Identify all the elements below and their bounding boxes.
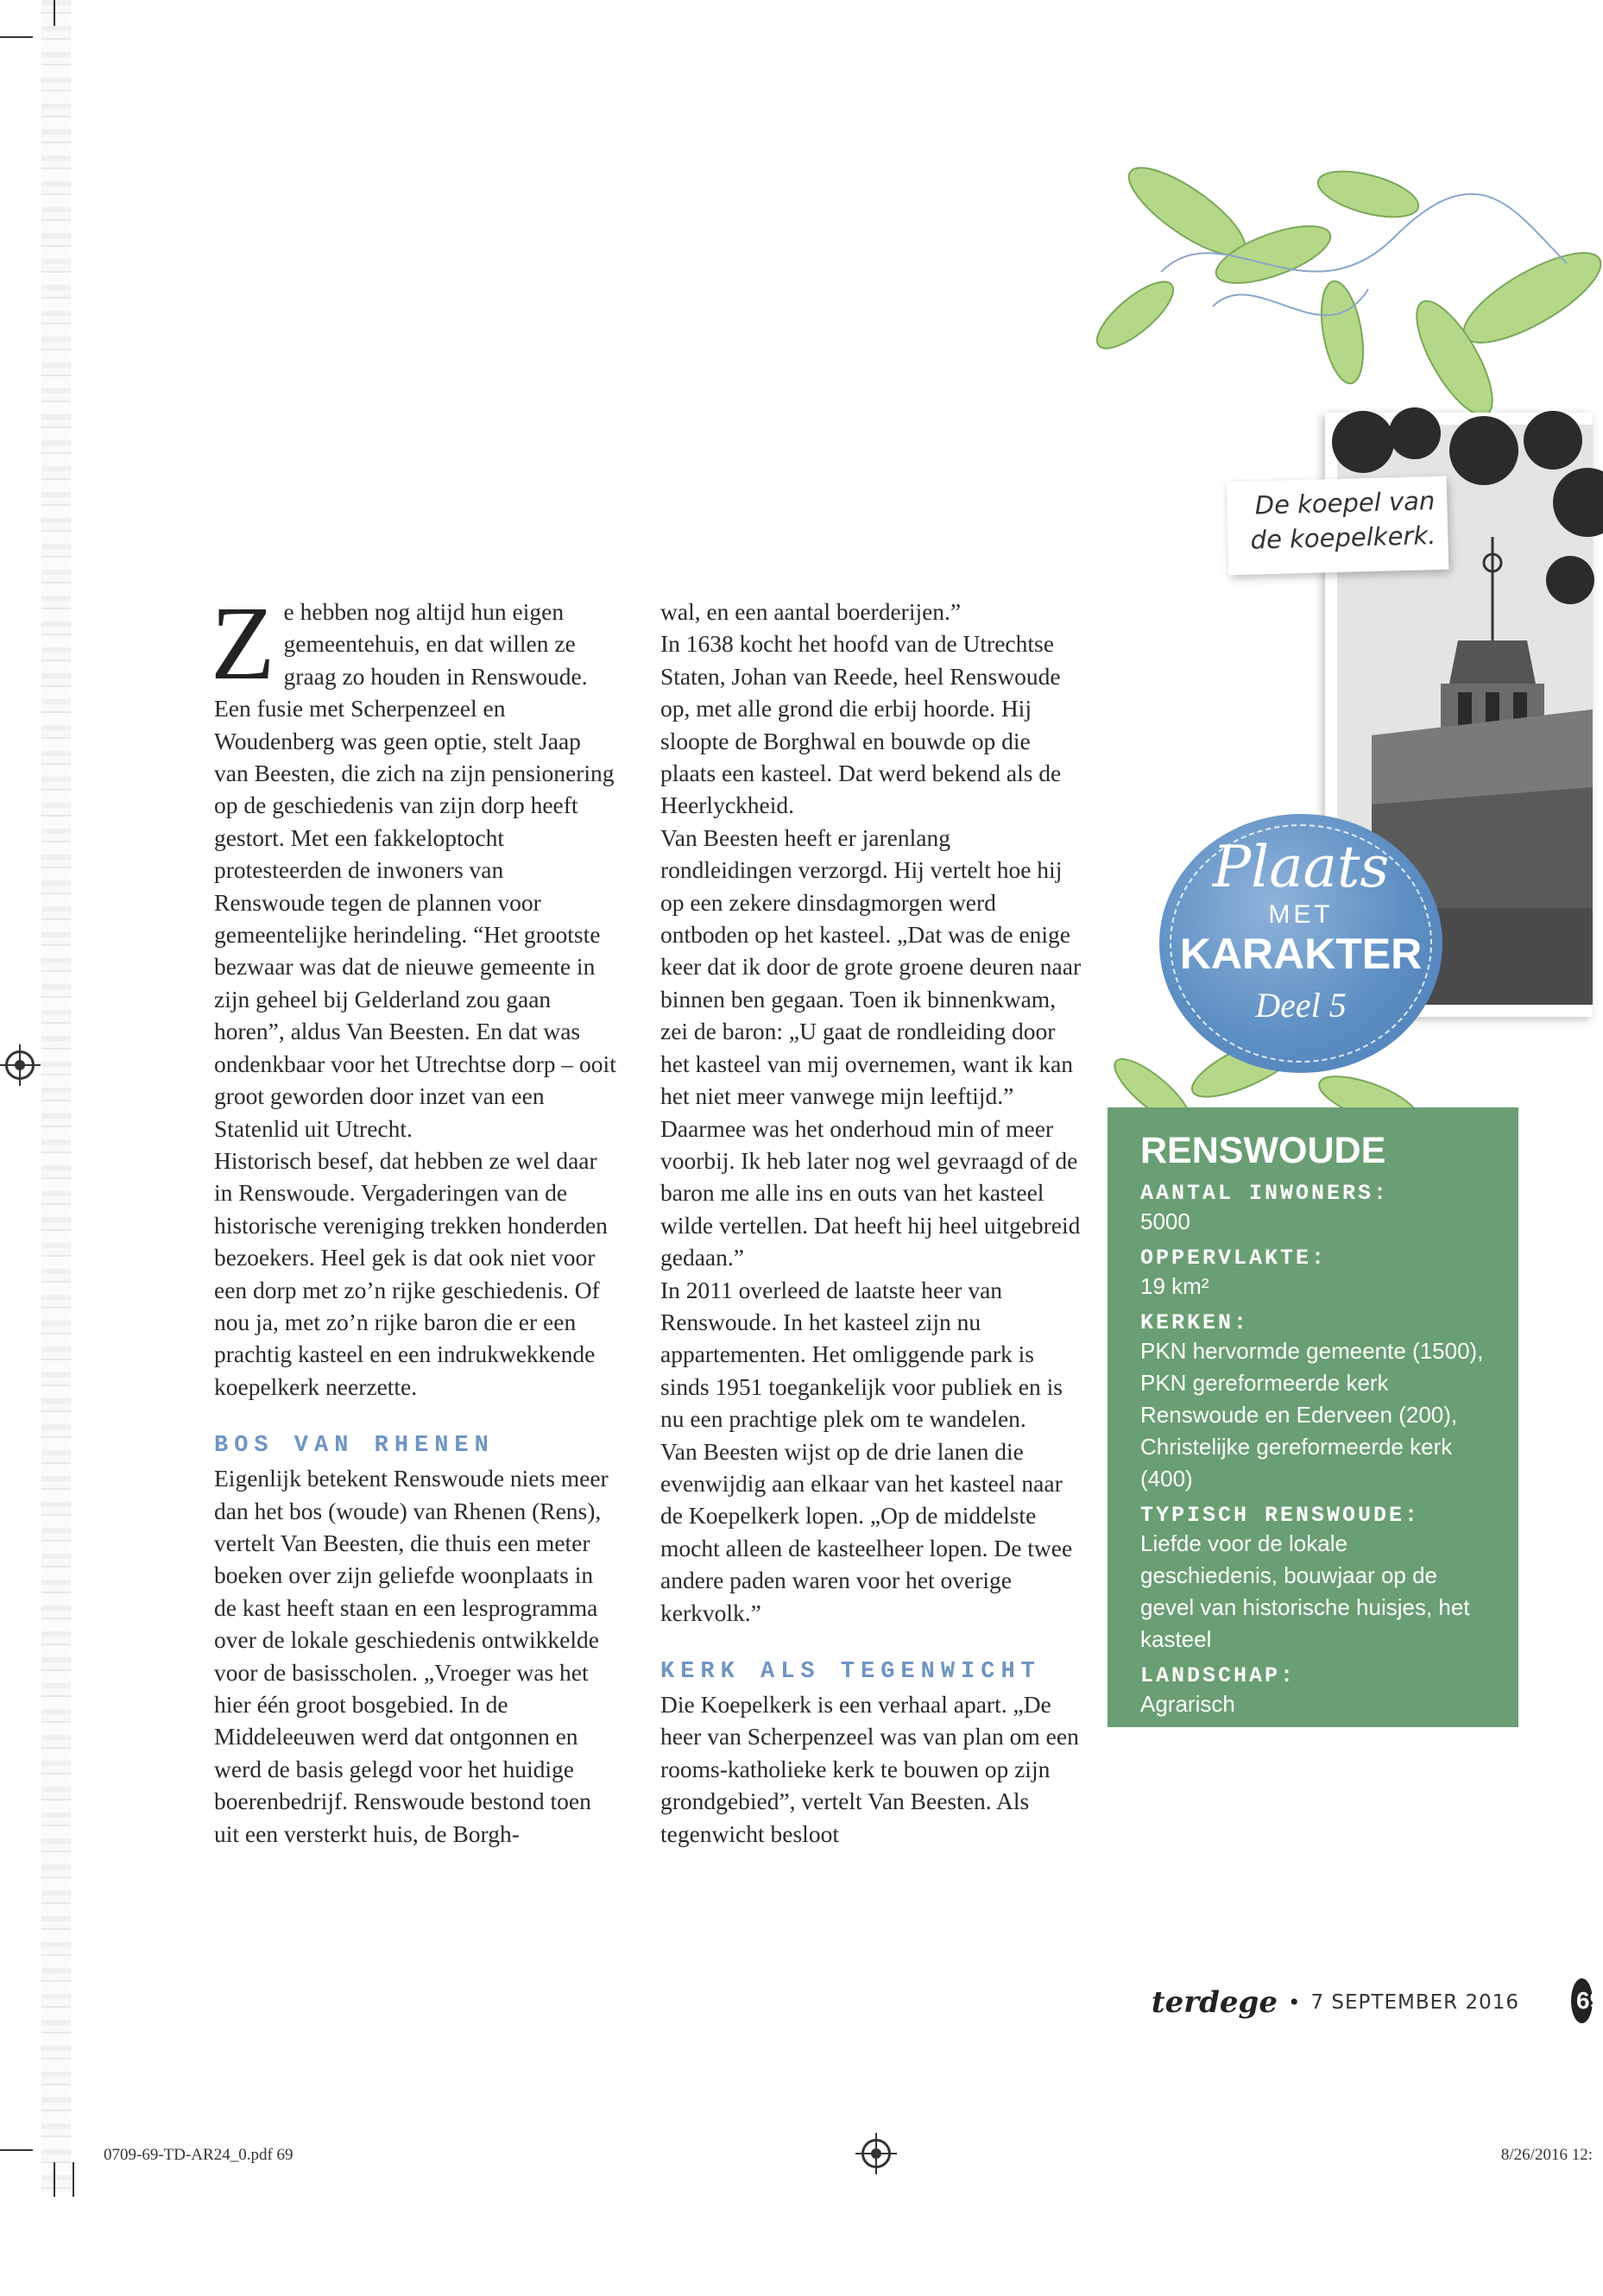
caption-line-2: de koepelkerk.	[1250, 520, 1436, 555]
fact-label-kerken: KERKEN:	[1140, 1310, 1250, 1335]
registration-dot	[15, 1060, 25, 1070]
fact-box-title: RENSWOUDE	[1140, 1130, 1386, 1171]
badge-met: MET	[1268, 900, 1334, 929]
article-column-1	[211, 585, 620, 1850]
subhead-kerk-als-tegenwicht: KERK ALS TEGENWICHT	[660, 1659, 1041, 1685]
crop-mark-top-left-v	[54, 0, 55, 26]
paragraph-borghwal-end: wal, en een aantal boerderijen.”	[660, 598, 962, 625]
intro-text: e hebben nog altijd hun eigen gemeentehuis, en dat willen ze graag zo houden in Renswoude. Een fusie met Scherpenzeel en Woudenberg was geen optie, stelt Jaap van Beesten, die zich na zijn pensionering op de geschiedenis van zijn dorp heeft gestort. Met een fakkeloptocht protesteerden de inwoners van Renswoude tegen de plannen voor gemeentelijke herindeling. “Het grootste bezwaar was dat de nieuwe gemeente in zijn geheel bij Gelderland zou gaan horen”, aldus Van Beesten. En dat was ondenkbaar voor het Utrechtse dorp – ooit groot geworden door inzet van een Statenlid uit Utrecht.	[214, 598, 616, 1142]
page-edge-scan	[41, 0, 71, 2192]
crop-mark-bottom-left-v	[54, 2162, 55, 2197]
drop-cap: Z	[211, 585, 275, 702]
print-slug-file: 0709-69-TD-AR24_0.pdf 69	[104, 2146, 293, 2164]
intro-paragraph	[211, 585, 620, 1145]
badge-karakter: KARAKTER	[1179, 930, 1423, 978]
paragraph-1638: In 1638 kocht het hoofd van de Utrechtse Staten, Johan van Reede, heel Renswoude op, met alle grond die erbij hoorde. Hij sloopte de Borghwal en bouwde op die plaats een kasteel. Dat werd bekend als de Heerlyckheid.	[660, 630, 1062, 819]
paragraph-2011: In 2011 overleed de laatste heer van Renswoude. In het kasteel zijn nu appartementen. Het omliggende park is sinds 1951 toegankelijk voor publiek en is nu een prachtige plek om te wandelen.	[660, 1276, 1063, 1433]
fact-value-oppervlakte: 19 km²	[1140, 1273, 1209, 1299]
photo-caption	[1227, 476, 1449, 576]
paragraph-drie-lanen: Van Beesten wijst op de drie lanen die evenwijdig aan elkaar van het kasteel naar de Koepelkerk lopen. „Op de middelste mocht alleen de kasteelheer lopen. De twee andere paden waren voor het overige kerkvolk.”	[660, 1437, 1073, 1626]
fact-label-typisch: TYPISCH RENSWOUDE:	[1140, 1503, 1421, 1528]
print-slug-timestamp: 8/26/2016 12:	[1500, 2146, 1593, 2164]
fact-label-oppervlakte: OPPERVLAKTE:	[1140, 1246, 1328, 1271]
footer-separator: •	[1289, 1988, 1299, 2016]
paragraph-rondleidingen: Van Beesten heeft er jarenlang rondleidingen verzorgd. Hij vertelt hoe hij op een zekere dinsdagmorgen werd ontboden op het kasteel. „Dat was de enige keer dat ik door de grote groene deuren naar binnen ben gegaan. Toen ik binnenkwam, zei de baron: „U gaat de rondleiding door het kasteel van mij overnemen, want ik kan het niet meer vanwege mijn leeftijd.” Daarmee was het onderhoud min of meer voorbij. Ik heb later nog wel gevraagd of de baron me alle ins en outs van het kasteel wilde vertellen. Dat heeft hij heel uitgebreid gedaan.”	[660, 823, 1082, 1271]
issue-date: 7 SEPTEMBER 2016	[1310, 1991, 1519, 2014]
fact-value-kerken: PKN hervormde gemeente (1500), PKN gereformeerde kerk Renswoude en Ederveen (200), Christelijke gereformeerde kerk (400)	[1140, 1338, 1484, 1492]
fact-box	[1108, 1107, 1518, 1727]
paragraph-koepelkerk: Die Koepelkerk is een verhaal apart. „De heer van Scherpenzeel was van plan om een rooms-katholieke kerk te bouwen op zijn grondgebied”, vertelt Van Beesten. Als tegenwicht besloot	[660, 1691, 1079, 1847]
caption-line-1: De koepel van	[1254, 486, 1436, 520]
fact-value-landschap: Agrarisch	[1140, 1691, 1235, 1717]
fact-label-landschap: LANDSCHAP:	[1140, 1663, 1297, 1688]
registration-mark-bottom	[861, 2139, 891, 2168]
fact-label-inwoners: AANTAL INWONERS:	[1140, 1181, 1390, 1206]
series-badge	[1159, 814, 1442, 1073]
page-number: 69	[1571, 1978, 1593, 2023]
crop-mark-top-left-h	[0, 36, 33, 38]
badge-plaats: Plaats	[1212, 834, 1390, 900]
paragraph-historisch-besef: Historisch besef, dat hebben ze wel daar in Renswoude. Vergaderingen van de historische vereniging trekken honderden bezoekers. Heel gek is dat ook niet voor een dorp met zo’n rijke geschiedenis. Of nou ja, met zo’n rijke baron die er een prachtig kasteel en een indrukwekkende koepelkerk neerzette.	[214, 1146, 608, 1400]
fact-value-inwoners: 5000	[1140, 1208, 1190, 1234]
magazine-brand: terdege	[1151, 1985, 1278, 2020]
registration-mark-left	[5, 1050, 35, 1080]
page-footer	[1152, 1985, 1519, 2020]
fact-value-typisch: Liefde voor de lokale geschiedenis, bouwjaar op de gevel van historische huisjes, het kasteel	[1140, 1530, 1470, 1652]
article-column-2	[660, 596, 1083, 1850]
paragraph-bos-van-rhenen: Eigenlijk betekent Renswoude niets meer dan het bos (woude) van Rhenen (Rens), vertelt Van Beesten, die thuis een meter boeken over zijn geliefde woonplaats in de kast heeft staan en een lesprogramma over de lokale geschiedenis ontwikkelde voor de basisscholen. „Vroeger was het hier één groot bosgebied. In de Middeleeuwen werd dat ontgonnen en werd de basis gelegd voor het huidige boerenbedrijf. Renswoude bestond toen uit een versterkt huis, de Borgh-	[214, 1465, 609, 1847]
crop-mark-bottom-left-v2	[73, 2162, 74, 2197]
badge-deel: Deel 5	[1255, 986, 1347, 1025]
crop-mark-bottom-left-h	[0, 2149, 33, 2151]
registration-dot	[871, 2148, 881, 2159]
subhead-bos-van-rhenen: BOS VAN RHENEN	[214, 1433, 495, 1460]
